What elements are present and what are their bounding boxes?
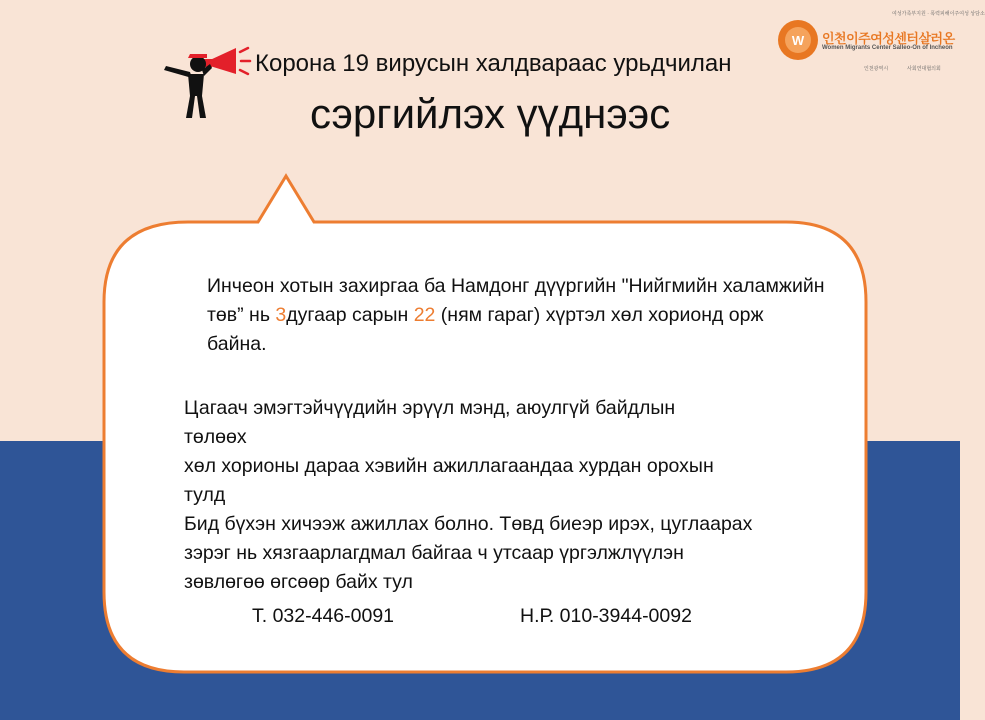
notice-month-number: 3 [275, 304, 287, 326]
center-message [184, 394, 824, 597]
notice-text-2: дугаар сарын [286, 304, 414, 326]
message-line: төлөөх [184, 426, 247, 448]
logo-name-korean: 인천이주여성센터살러온 [822, 31, 955, 46]
message-line: Цагаач эмэгтэйчүүдийн эрүүл мэнд, аюулгүй байдлын [184, 397, 676, 419]
message-line: хөл хорионы дараа хэвийн ажиллагаандаа хурдан орохын [184, 455, 714, 477]
logo-name-english: Women Migrants Center Salleo-On of Incheon [822, 45, 953, 51]
title-line-2: сэргийлэх үүднээс [310, 90, 671, 137]
svg-text:W: W [791, 33, 805, 48]
title-line-1: Корона 19 вирусын халдвараас урьдчилан [255, 50, 732, 77]
message-line: зэрэг нь хязгаарлагдмал байгаа ч утсаар үргэлжлүүлэн [184, 542, 684, 564]
lockdown-notice [207, 272, 827, 359]
message-line: зөвлөгөө өгсөөр байх тул [184, 571, 413, 593]
notice-day-number: 22 [413, 304, 436, 326]
logo-sponsor-1: 인천광역시 [864, 66, 889, 72]
notice-text-3: (ням гараг) хүртэл хөл хорионд орж байна. [207, 304, 764, 355]
phone-number[interactable]: Т. 032-446-0091 [252, 605, 395, 627]
mobile-number[interactable]: Н.Р. 010-3944-0092 [520, 605, 692, 627]
logo-sponsor-2: 사회연대협의회 [907, 66, 941, 72]
message-line: тулд [184, 484, 226, 506]
message-line: Бид бүхэн хичээж ажиллах болно. Төвд биеэр ирэх, цуглаарах [184, 513, 753, 535]
notice-text-1: Инчеон хотын захиргаа ба Намдонг дүүргийн "Нийгмийн халамжийн төв” нь [207, 275, 825, 326]
logo-tagline: 여성가족부지원 · 폭력피해이주여성 상담소 [892, 11, 985, 17]
